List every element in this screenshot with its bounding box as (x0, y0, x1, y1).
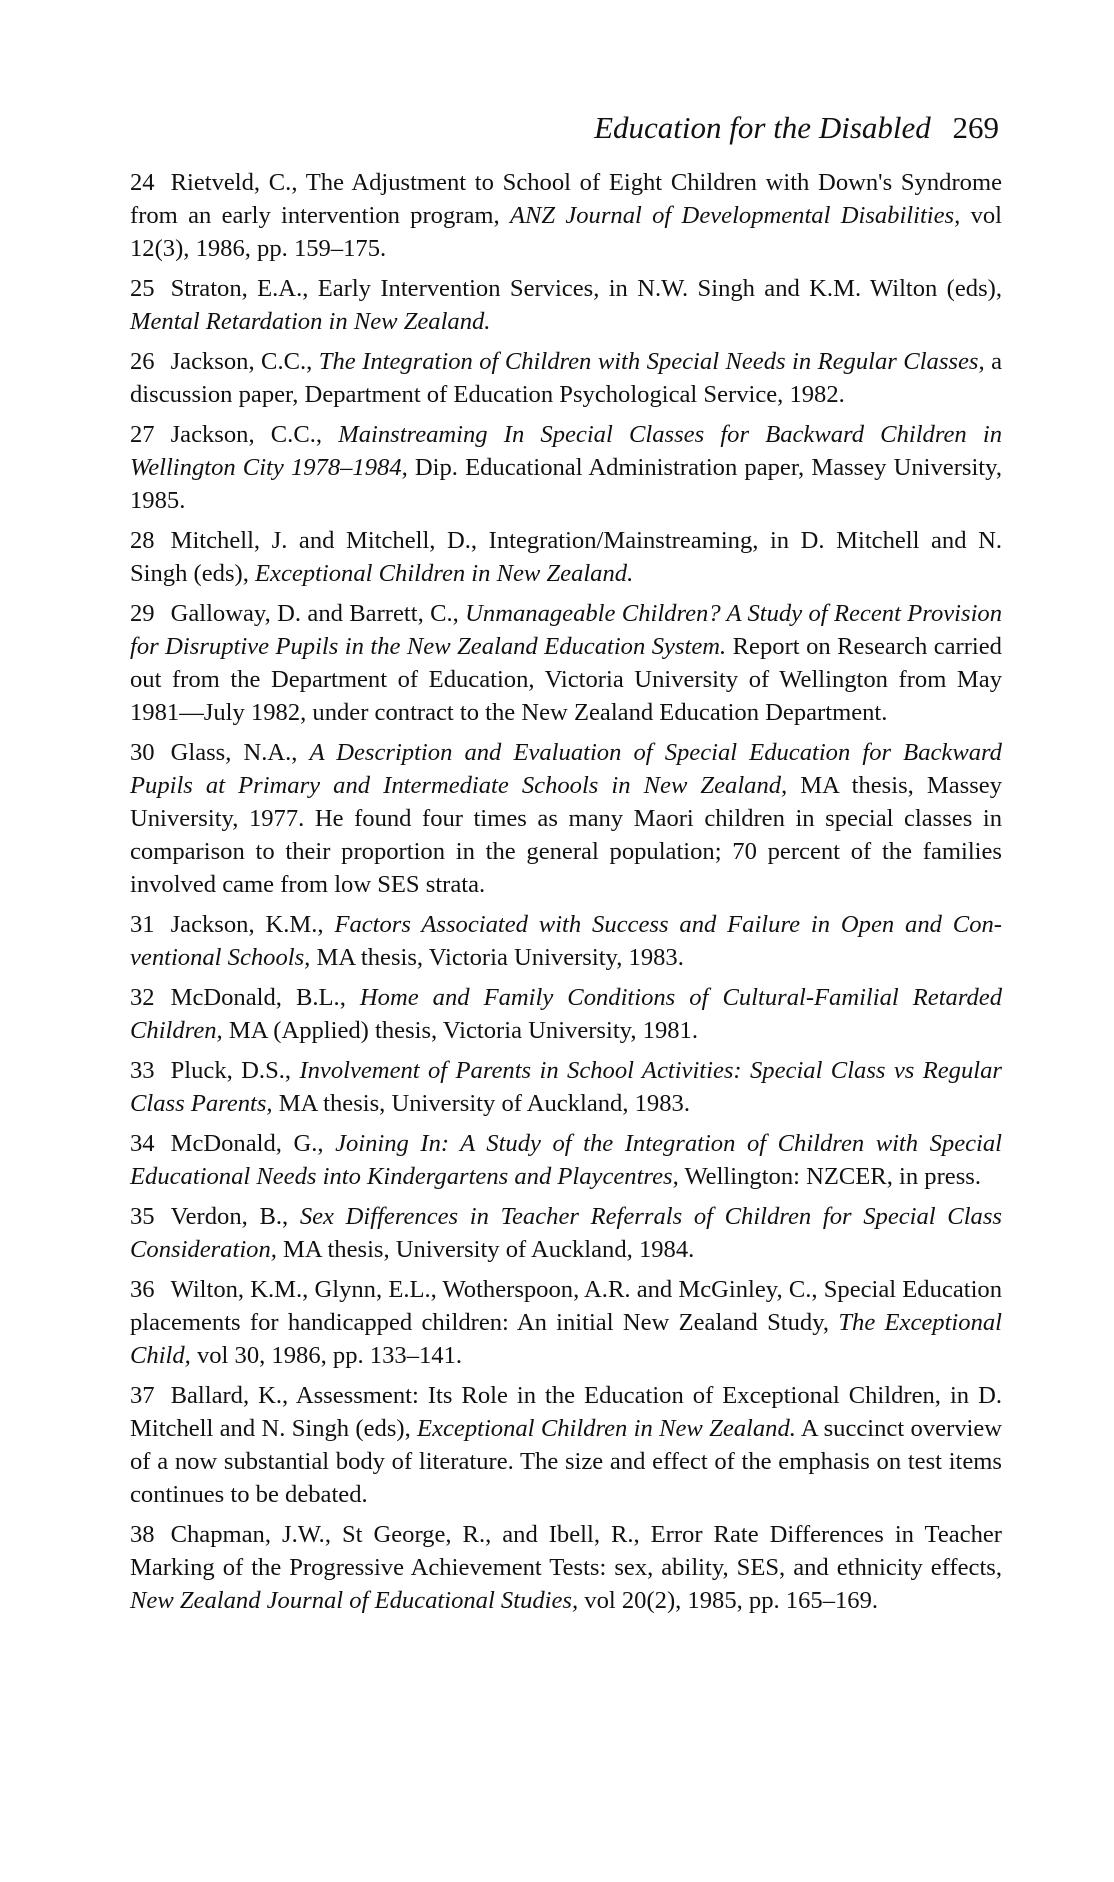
endnote-text: Jackson, C.C., (170, 348, 319, 375)
endnote-26 (130, 345, 1002, 411)
endnote-30 (130, 736, 1002, 901)
endnote-text: a discussion paper, Department of Education Psychological Service, 1982. (130, 348, 1002, 408)
endnote-text: Report on Research carried out from the Department of Education, Victoria University of Wellington from May 1981—July 1982, under contract to the New Zealand Education Department. (130, 633, 1002, 726)
endnote-text: MA thesis, University of Auckland, 1984. (276, 1236, 695, 1263)
endnote-text: McDonald, B.L., (170, 984, 360, 1011)
endnote-32 (130, 981, 1002, 1047)
endnote-text: McDonald, G., (170, 1130, 336, 1157)
page-number: 269 (952, 110, 999, 145)
endnote-title-italic: Exceptional Children in New Zealand. (417, 1415, 796, 1442)
endnote-text: Wilton, K.M., Glynn, E.L., Wotherspoon, A.R. and McGinley, C., Special Education placements for handicapped children: An initial New Zealand Study, (130, 1276, 1002, 1336)
endnote-number: 38 (130, 1521, 155, 1548)
endnote-title-italic: ANZ Journal of Developmental Disabilities, (509, 202, 961, 229)
endnote-text: Chapman, J.W., St George, R., and Ibell, R., Error Rate Differences in Teacher Marking of the Progressive Achievement Tests: sex, ability, SES, and ethnicity effects, (130, 1521, 1002, 1581)
endnote-35 (130, 1200, 1002, 1266)
endnote-number: 31 (130, 911, 155, 938)
endnote-text: vol 12(3), 1986, pp. 159–175. (130, 202, 1003, 262)
endnote-text: MA thesis, Victoria University, 1983. (310, 944, 684, 971)
endnote-text: Pluck, D.S., (170, 1057, 300, 1084)
endnotes-list (130, 166, 1002, 1617)
endnote-number: 24 (130, 169, 155, 196)
endnote-text: Jackson, C.C., (170, 421, 339, 448)
endnote-number: 36 (130, 1276, 155, 1303)
endnote-27 (130, 418, 1002, 517)
endnote-text: Mitchell, J. and Mitchell, D., Integration/Mainstreaming, in D. Mitchell and N. Singh (eds), (130, 527, 1002, 587)
endnote-text: Glass, N.A., (170, 739, 310, 766)
endnote-title-italic: Sex Differences in Teacher Referrals of Children for Special Class Consideration, (130, 1203, 1002, 1263)
endnote-number: 35 (130, 1203, 155, 1230)
book-page (130, 108, 1002, 1624)
endnote-number: 27 (130, 421, 155, 448)
endnote-text: Verdon, B., (170, 1203, 300, 1230)
endnote-title-italic: A Description and Evaluation of Special Education for Backward Pupils at Primary and Intermediate Schools in New Zealand, (130, 739, 1002, 799)
endnote-text: Ballard, K., Assessment: Its Role in the Education of Exceptional Children, in D. Mitchell and N. Singh (eds), (130, 1382, 1002, 1442)
endnote-text: Galloway, D. and Barrett, C., (170, 600, 466, 627)
endnote-number: 25 (130, 275, 155, 302)
running-head (130, 108, 999, 148)
endnote-title-italic: Mainstreaming In Special Classes for Backward Children in Wellington City 1978–1984, (130, 421, 1003, 481)
endnote-title-italic: The Exceptional Child, (130, 1309, 1002, 1369)
endnote-number: 29 (130, 600, 155, 627)
endnote-number: 33 (130, 1057, 155, 1084)
endnote-text: Jackson, K.M., (170, 911, 335, 938)
endnote-37 (130, 1379, 1002, 1511)
endnote-title-italic: Mental Retardation in New Zealand. (130, 308, 491, 335)
endnote-25 (130, 272, 1002, 338)
endnote-title-italic: New Zealand Journal of Educational Studies, (130, 1587, 579, 1614)
endnote-31 (130, 908, 1002, 974)
endnote-text: Rietveld, C., The Adjustment to School of Eight Children with Down's Syndrome from an early intervention program, (130, 169, 1002, 229)
endnote-38 (130, 1518, 1002, 1617)
endnote-title-italic: Involvement of Parents in School Activities: Special Class vs Regular Class Parents, (130, 1057, 1002, 1117)
endnote-number: 30 (130, 739, 155, 766)
endnote-title-italic: Home and Family Conditions of Cultural-Familial Retarded Children, (130, 984, 1002, 1044)
running-head-title: Education for the Disabled (594, 110, 931, 145)
endnote-34 (130, 1127, 1002, 1193)
endnote-24 (130, 166, 1002, 265)
endnote-title-italic: Exceptional Children in New Zealand. (255, 560, 634, 587)
endnote-text: MA thesis, Massey University, 1977. He found four times as many Maori children in special classes in comparison to their proportion in the general population; 70 percent of the families involved came from low SES strata. (130, 772, 1002, 898)
endnote-number: 28 (130, 527, 155, 554)
endnote-number: 32 (130, 984, 155, 1011)
endnote-text: vol 30, 1986, pp. 133–141. (190, 1342, 463, 1369)
endnote-text: Straton, E.A., Early Intervention Services, in N.W. Singh and K.M. Wilton (eds), (170, 275, 1002, 302)
endnote-text: A succinct overview of a now substantial body of literature. The size and effect of the emphasis on test items continues to be debated. (130, 1415, 1003, 1508)
endnote-text: Dip. Educational Administration paper, Massey University, 1985. (130, 454, 1002, 514)
endnote-36 (130, 1273, 1002, 1372)
endnote-number: 34 (130, 1130, 155, 1157)
endnote-number: 26 (130, 348, 155, 375)
endnote-title-italic: The Integration of Children with Special Needs in Regular Classes, (318, 348, 985, 375)
endnote-title-italic: Unmanageable Children? A Study of Recent Provision for Disruptive Pupils in the New Zealand Education System. (130, 600, 1002, 660)
endnote-title-italic: Joining In: A Study of the Integration of Children with Special Educational Needs into Kindergartens and Playcentres, (130, 1130, 1002, 1190)
endnote-text: MA thesis, University of Auckland, 1983. (272, 1090, 690, 1117)
endnote-text: Wellington: NZCER, in press. (678, 1163, 981, 1190)
endnote-33 (130, 1054, 1002, 1120)
endnote-text: MA (Applied) thesis, Victoria University, 1981. (222, 1017, 699, 1044)
endnote-28 (130, 524, 1002, 590)
endnote-number: 37 (130, 1382, 155, 1409)
endnote-title-italic: Factors Associated with Success and Failure in Open and Conventional Schools, (130, 911, 1002, 971)
endnote-text: vol 20(2), 1985, pp. 165–169. (578, 1587, 879, 1614)
endnote-29 (130, 597, 1002, 729)
